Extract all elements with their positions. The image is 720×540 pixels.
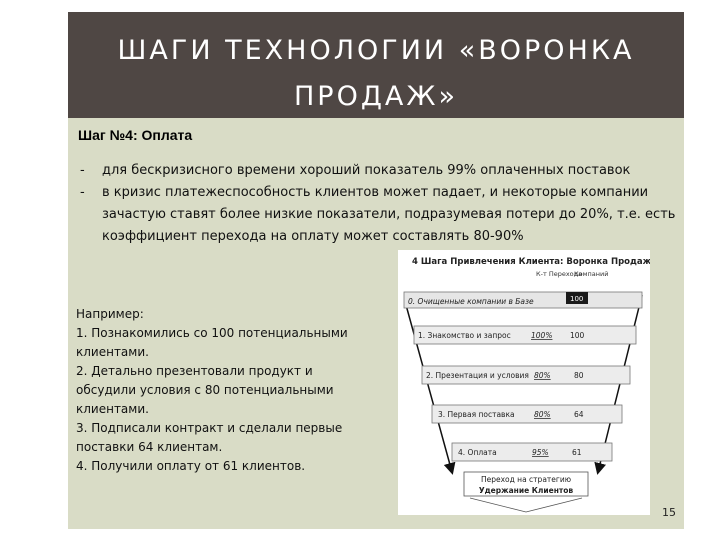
- funnel-row-label: 3. Первая поставка: [438, 410, 515, 419]
- funnel-col-count: Компаний: [574, 270, 609, 278]
- funnel-row-rate: 80%: [534, 371, 551, 380]
- bullet-text: в кризис платежеспособность клиентов может падает, и некоторые компании зачастую ставят более низкие показатели, подразумевая потери до 20%, т.е. есть коэффициент перехода на оплату может составлять 80-90%: [102, 185, 676, 244]
- funnel-row-count: 100: [570, 331, 585, 340]
- funnel-title: 4 Шага Привлечения Клиента: Воронка Продаж: [412, 257, 650, 267]
- example-step: 3. Подписали контракт и сделали первые поставки 64 клиентам.: [76, 421, 343, 454]
- bullet-list: [80, 160, 680, 248]
- funnel-row-label: 1. Знакомство и запрос: [418, 331, 511, 340]
- funnel-row-count: 100: [570, 295, 584, 303]
- bullet-marker: -: [80, 163, 85, 178]
- funnel-row-rate: 80%: [534, 410, 551, 419]
- funnel-row-count: 64: [574, 410, 584, 419]
- funnel-row-rate: 100%: [531, 331, 553, 340]
- funnel-footer-wedge: [470, 498, 582, 512]
- example-intro: Например:: [76, 307, 144, 321]
- slide-title: ШАГИ ТЕХНОЛОГИИ «ВОРОНКА ПРОДАЖ»: [117, 35, 635, 112]
- funnel-footer-line2: Удержание Клиентов: [478, 486, 574, 495]
- bullet-item: [80, 182, 680, 248]
- example-step: 4. Получили оплату от 61 клиентов.: [76, 459, 306, 473]
- funnel-row-rate: 95%: [532, 448, 549, 457]
- sales-funnel-diagram: [398, 250, 650, 515]
- funnel-row-label: 4. Оплата: [458, 448, 497, 457]
- funnel-row-count: 61: [572, 448, 582, 457]
- funnel-row-label: 0. Очищенные компании в Базе: [408, 297, 534, 306]
- page-number: 15: [662, 506, 676, 519]
- bullet-text: для бескризисного времени хороший показатель 99% оплаченных поставок: [102, 163, 631, 178]
- funnel-row-count: 80: [574, 371, 584, 380]
- funnel-row-label: 2. Презентация и условия: [426, 371, 529, 380]
- funnel-col-rate: К-т Перехода: [536, 270, 583, 278]
- example-step: 1. Познакомились со 100 потенциальными клиентами.: [76, 326, 348, 359]
- sales-funnel-figure: [398, 250, 650, 515]
- example-step: 2. Детально презентовали продукт и обсудили условия с 80 потенциальными клиентами.: [76, 364, 334, 416]
- bullet-item: [80, 160, 680, 182]
- funnel-footer-line1: Переход на стратегию: [480, 475, 572, 484]
- bullet-marker: -: [80, 185, 85, 200]
- example-block: [76, 305, 366, 476]
- step-heading: Шаг №4: Оплата: [78, 127, 193, 143]
